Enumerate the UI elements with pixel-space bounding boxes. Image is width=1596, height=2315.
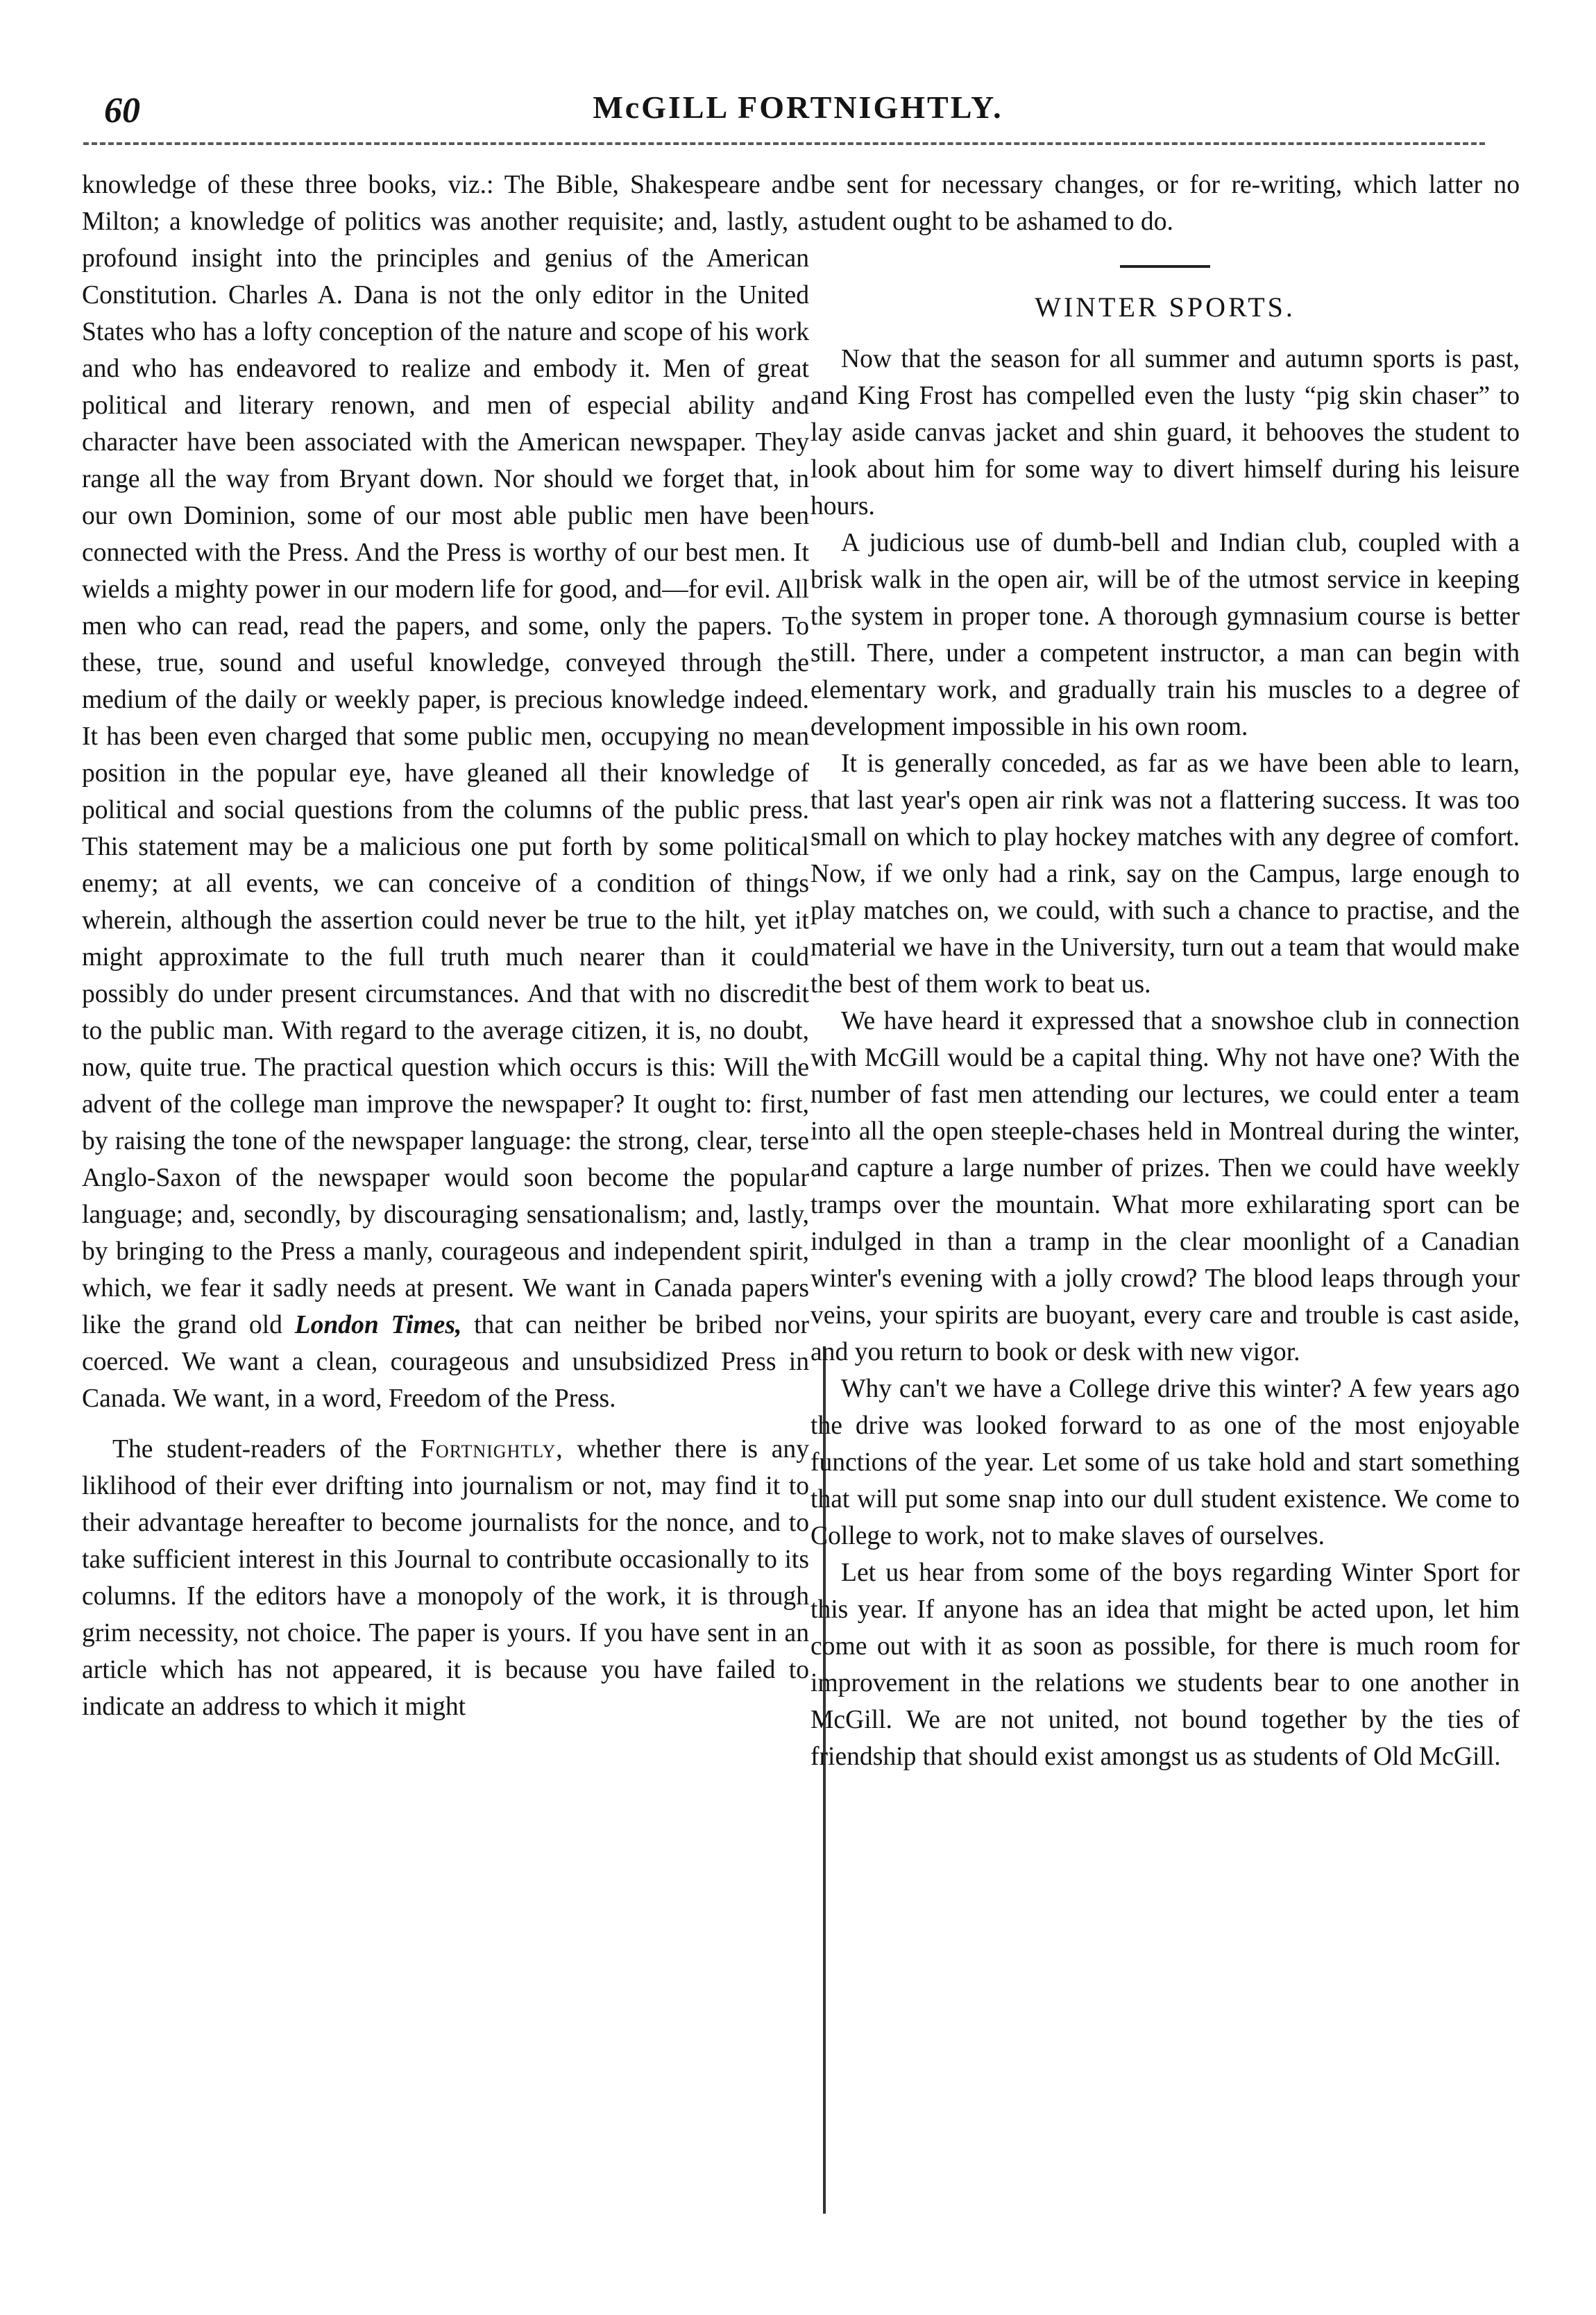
editorial-paragraph-1 bbox=[82, 167, 809, 1417]
page-number: 60 bbox=[104, 91, 140, 130]
continuation-paragraph: be sent for necessary changes, or for re-writing, which latter no student ought to be ashamed to do. bbox=[810, 171, 1520, 236]
editorial-paragraph-2 bbox=[82, 1431, 809, 1725]
london-times-title: London Times, bbox=[294, 1311, 462, 1339]
section-rule bbox=[1120, 265, 1210, 268]
editorial-text-2-end: whether there is any liklihood of their ever drifting into journalism or not, may find it to their advantage hereafter to become journalists for the nonce, and to take sufficient interest in this Journal to contribute occasionally to its columns. If the editors have a monopoly of the work, it is through grim necessity, not choice. The paper is yours. If you have sent in an article which has not appeared, it is because you have failed to indicate an address to which it might bbox=[82, 1435, 809, 1721]
editorial-text-end: that can neither be bribed nor coerced. We want a clean, courageous and unsubsidized Press in Canada. We want, in a word, Freedom of the Press. bbox=[82, 1311, 809, 1413]
editorial-text: knowledge of these three books, viz.: The Bible, Shakespeare and Milton; a knowledge of politics was another requisite; and, lastly, a profound insight into the principles and genius of the American Constitution. Charles A. Dana is not the only editor in the United States who has a lofty conception of the nature and scope of his work and who has endeavored to realize and embody it. Men of great political and literary renown, and men of especial ability and character have been associated with the American newspaper. They range all the way from Bryant down. Nor should we forget that, in our own Dominion, some of our most able public men have been connected with the Press. And the Press is worthy of our best men. It wields a mighty power in our modern life for good, and—for evil. All men who can read, read the papers, and some, only the papers. To these, true, sound and useful knowledge, conveyed through the medium of the daily or weekly paper, is precious knowledge indeed. It has been even charged that some public men, occupying no mean position in the popular eye, have gleaned all their knowledge of political and social questions from the columns of the public press. This statement may be a malicious one put forth by some political enemy; at all events, we can conceive of a condition of things wherein, although the assertion could never be true to the hilt, yet it might approximate to the full truth much nearer than it could possibly do under present circumstances. And that with no discredit to the public man. With regard to the average citizen, it is, no doubt, now, quite true. The practical question which occurs is this: Will the advent of the college man improve the newspaper? It ought to: first, by raising the tone of the newspaper language: the strong, clear, terse Anglo-Saxon of the newspaper would soon become the popular language; and, secondly, by discouraging sensationalism; and, lastly, by bringing to the Press a manly, courageous and independent spirit, which, we fear it sadly needs at present. We want in Canada papers like the grand old bbox=[82, 171, 809, 1339]
left-column bbox=[82, 167, 809, 1725]
winter-sports-paragraph: It is generally conceded, as far as we have been able to learn, that last year's open air rink was not a flattering success. It was too small on which to play hockey matches with any degree of comfort. Now, if we only had a rink, say on the Campus, large enough to play matches on, we could, with such a chance to practise, and the material we have in the University, turn out a team that would make the best of them work to beat us. bbox=[810, 749, 1520, 999]
fortnightly-name: Fortnightly, bbox=[421, 1435, 563, 1464]
winter-sports-paragraph: Why can't we have a College drive this winter? A few years ago the drive was looked forward to as one of the most enjoyable functions of the year. Let some of us take hold and start something that will put some snap into our dull student existence. We come to College to work, not to make slaves of ourselves. bbox=[810, 1375, 1520, 1550]
section-title: WINTER SPORTS. bbox=[1035, 291, 1296, 323]
winter-sports-paragraph: A judicious use of dumb-bell and Indian club, coupled with a brisk walk in the open air, will be of the utmost service in keeping the system in proper tone. A thorough gymnasium course is better still. There, under a competent instructor, a man can begin with elementary work, and gradually train his muscles to a degree of development impossible in his own room. bbox=[810, 529, 1520, 741]
winter-sports-paragraph: Let us hear from some of the boys regarding Winter Sport for this year. If anyone has an idea that might be acted upon, let him come out with it as soon as possible, for there is much room for improvement in the relations we students bear to one another in McGill. We are not united, not bound together by the ties of friendship that should exist amongst us as students of Old McGill. bbox=[810, 1559, 1520, 1771]
right-column bbox=[810, 167, 1520, 1775]
editorial-text-2: The student-readers of the bbox=[112, 1435, 407, 1464]
header-rule bbox=[83, 142, 1485, 145]
winter-sports-paragraph: Now that the season for all summer and autumn sports is past, and King Frost has compelled even the lusty “pig skin chaser” to lay aside canvas jacket and shin guard, it behooves the student to look about him for some way to divert himself during his leisure hours. bbox=[810, 345, 1520, 520]
page-header bbox=[0, 0, 1596, 153]
winter-sports-paragraph: We have heard it expressed that a snowshoe club in connection with McGill would be a capital thing. Why not have one? With the number of fast men attending our lectures, we could enter a team into all the open steeple-chases held in Montreal during the winter, and capture a large number of prizes. Then we could have weekly tramps over the mountain. What more exhilarating sport can be indulged in than a tramp in the clear moonlight of a Canadian winter's evening with a jolly crowd? The blood leaps through your veins, your spirits are buoyant, every care and trouble is cast aside, and you return to book or desk with new vigor. bbox=[810, 1007, 1520, 1366]
running-title: McGILL FORTNIGHTLY. bbox=[593, 90, 1003, 125]
